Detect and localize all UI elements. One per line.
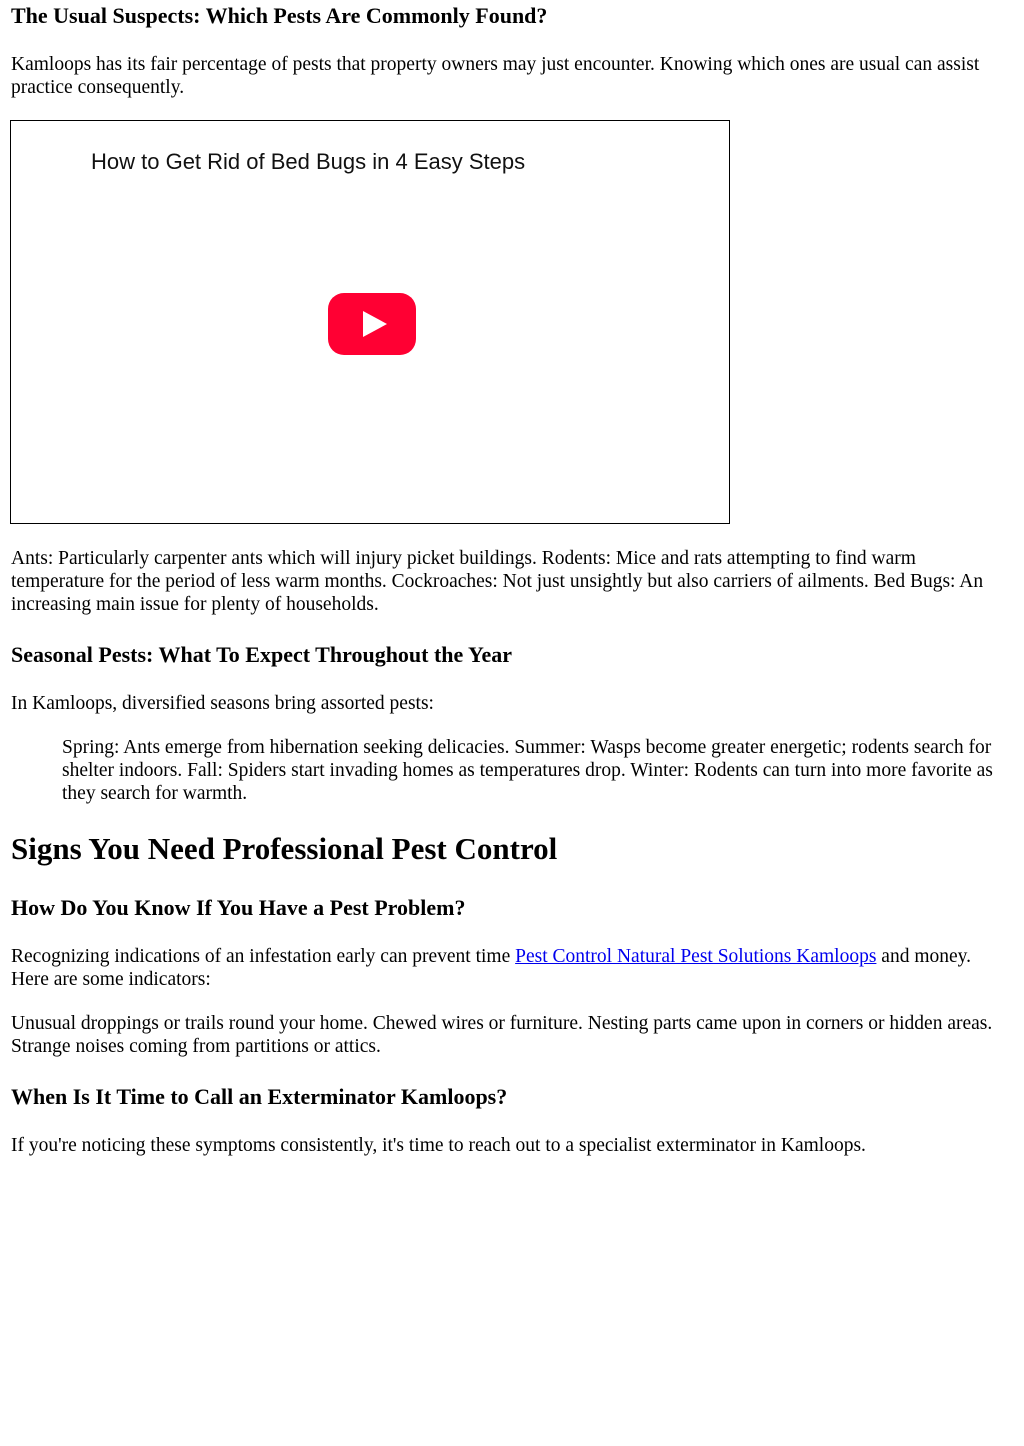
usual-intro-paragraph: Kamloops has its fair percentage of pests that property owners may just encounter. Knowing which ones are usual can assist practice consequently. (11, 54, 980, 98)
indicators-paragraph: Unusual droppings or trails round your home. Chewed wires or furniture. Nesting parts came upon in corners or hidden areas. Strange noises coming from partitions or attics. (11, 1013, 993, 1057)
pest-control-link[interactable]: Pest Control Natural Pest Solutions Kamloops (515, 946, 877, 967)
usual-suspects-heading: The Usual Suspects: Which Pests Are Commonly Found? (11, 3, 548, 28)
call-paragraph: If you're noticing these symptoms consistently, it's time to reach out to a specialist exterminator in Kamloops. (11, 1135, 866, 1156)
problem-text-before: Recognizing indications of an infestation early can prevent time (11, 946, 516, 967)
problem-text-after: and money. Here are some indicators: (11, 946, 972, 990)
call-heading: When Is It Time to Call an Exterminator Kamloops? (11, 1084, 508, 1109)
seasonal-quote (62, 736, 1012, 805)
seasonal-quote-text: Spring: Ants emerge from hibernation seeking delicacies. Summer: Wasps become greater energetic; rodents search for shelter indoors. Fall: Spiders start invading homes as temperatures drop. Winter: Rodents can turn into more favorite as they search for warmth. (62, 737, 993, 804)
usual-pests-paragraph: Ants: Particularly carpenter ants which will injury picket buildings. Rodents: Mice and rats attempting to find warm temperature for the period of less warm months. Cockroaches: Not just unsightly but also carriers of ailments. Bed Bugs: An increasing main issue for plenty of households. (11, 548, 984, 615)
signs-heading: Signs You Need Professional Pest Control (11, 831, 558, 866)
seasonal-heading: Seasonal Pests: What To Expect Throughout the Year (11, 642, 512, 667)
problem-heading: How Do You Know If You Have a Pest Problem? (11, 895, 466, 920)
video-title[interactable]: How to Get Rid of Bed Bugs in 4 Easy Steps (91, 149, 526, 174)
problem-paragraph (11, 945, 1011, 991)
video-embed[interactable] (10, 120, 730, 524)
seasonal-intro-paragraph: In Kamloops, diversified seasons bring assorted pests: (11, 693, 434, 714)
youtube-play-icon[interactable] (328, 293, 416, 355)
